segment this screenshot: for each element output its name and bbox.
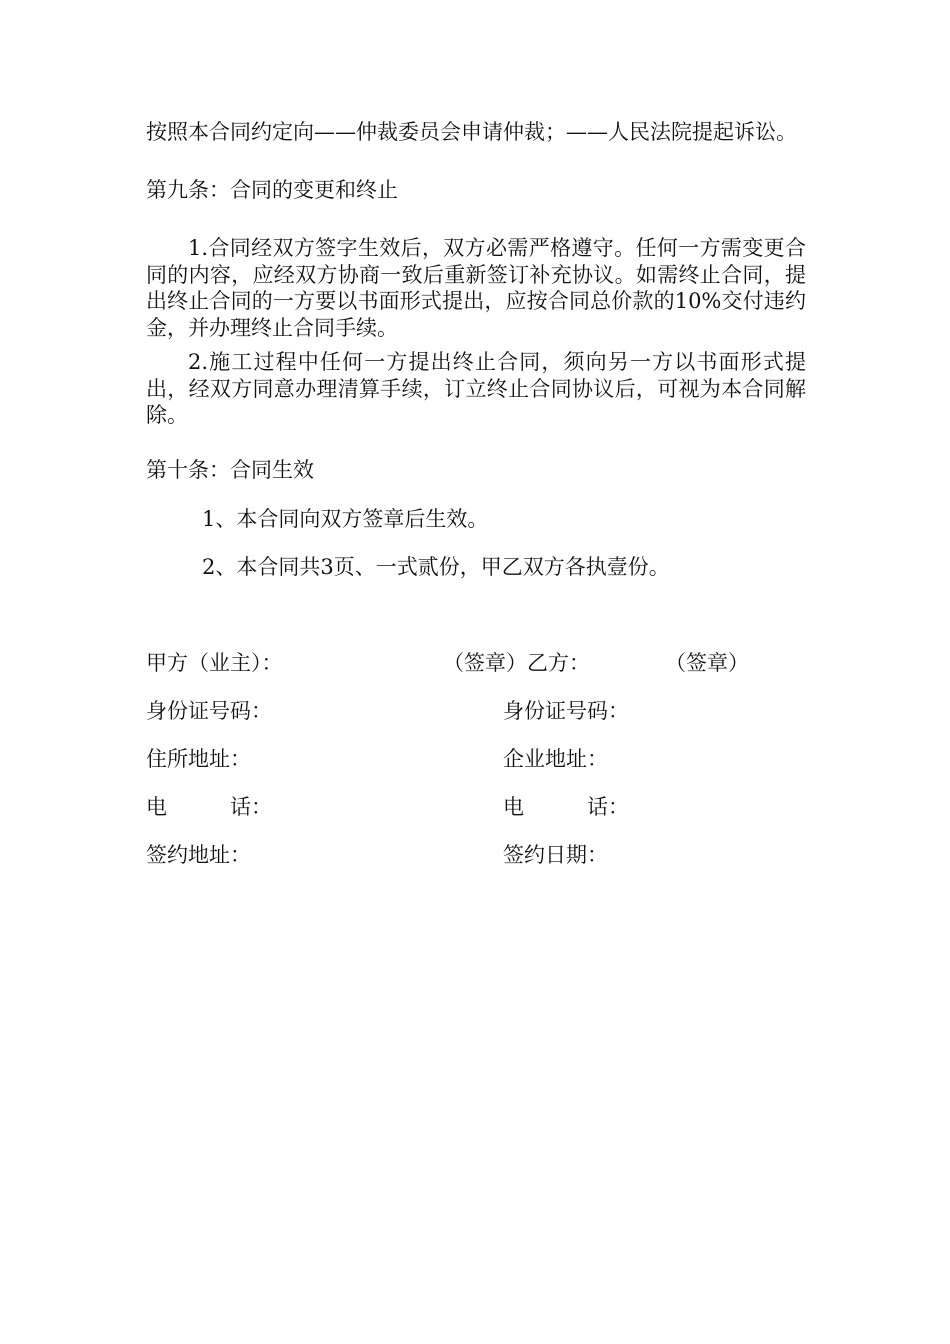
party-a-stamp: （签章） <box>443 651 527 675</box>
party-a-label: 甲方（业主）： <box>146 651 283 675</box>
clause9-item1: 1.合同经双方签字生效后，双方必需严格遵守。任何一方需变更合同的内容，应经双方协商一致后重新签订补充协议。如需终止合同，提出终止合同的一方要以书面形式提出，应按合同总价款的10%交付违约金，并办理终止合同手续。 <box>146 236 806 340</box>
sign-date-label: 签约日期： <box>503 843 608 867</box>
party-b-label: 乙方： <box>527 651 590 675</box>
party-b-address-label: 企业地址： <box>503 747 608 771</box>
party-a-id-label: 身份证号码： <box>146 699 272 723</box>
sign-place-label: 签约地址： <box>146 843 251 867</box>
phone-b-char1: 电 <box>503 795 524 819</box>
phone-a-char2: 话： <box>230 795 272 819</box>
clause10-item1: 1、本合同向双方签章后生效。 <box>202 507 489 531</box>
party-a-address-label: 住所地址： <box>146 747 251 771</box>
clause10-title: 第十条：合同生效 <box>146 458 314 482</box>
clause8-tail-text: 按照本合同约定向——仲裁委员会申请仲裁；——人民法院提起诉讼。 <box>146 120 797 144</box>
clause10-item2: 2、本合同共3页、一式贰份，甲乙双方各执壹份。 <box>202 555 670 579</box>
party-b-id-label: 身份证号码： <box>503 699 629 723</box>
clause9-item2: 2.施工过程中任何一方提出终止合同，须向另一方以书面形式提出，经双方同意办理清算手续，订立终止合同协议后，可视为本合同解除。 <box>146 350 806 427</box>
phone-b-char2: 话： <box>587 795 629 819</box>
party-a-stamp-row <box>443 650 590 676</box>
clause9-title: 第九条：合同的变更和终止 <box>146 178 398 202</box>
party-b-phone-label <box>503 794 629 820</box>
party-b-stamp: （签章） <box>665 651 749 675</box>
party-a-phone-label <box>146 794 272 820</box>
phone-a-char1: 电 <box>146 795 167 819</box>
